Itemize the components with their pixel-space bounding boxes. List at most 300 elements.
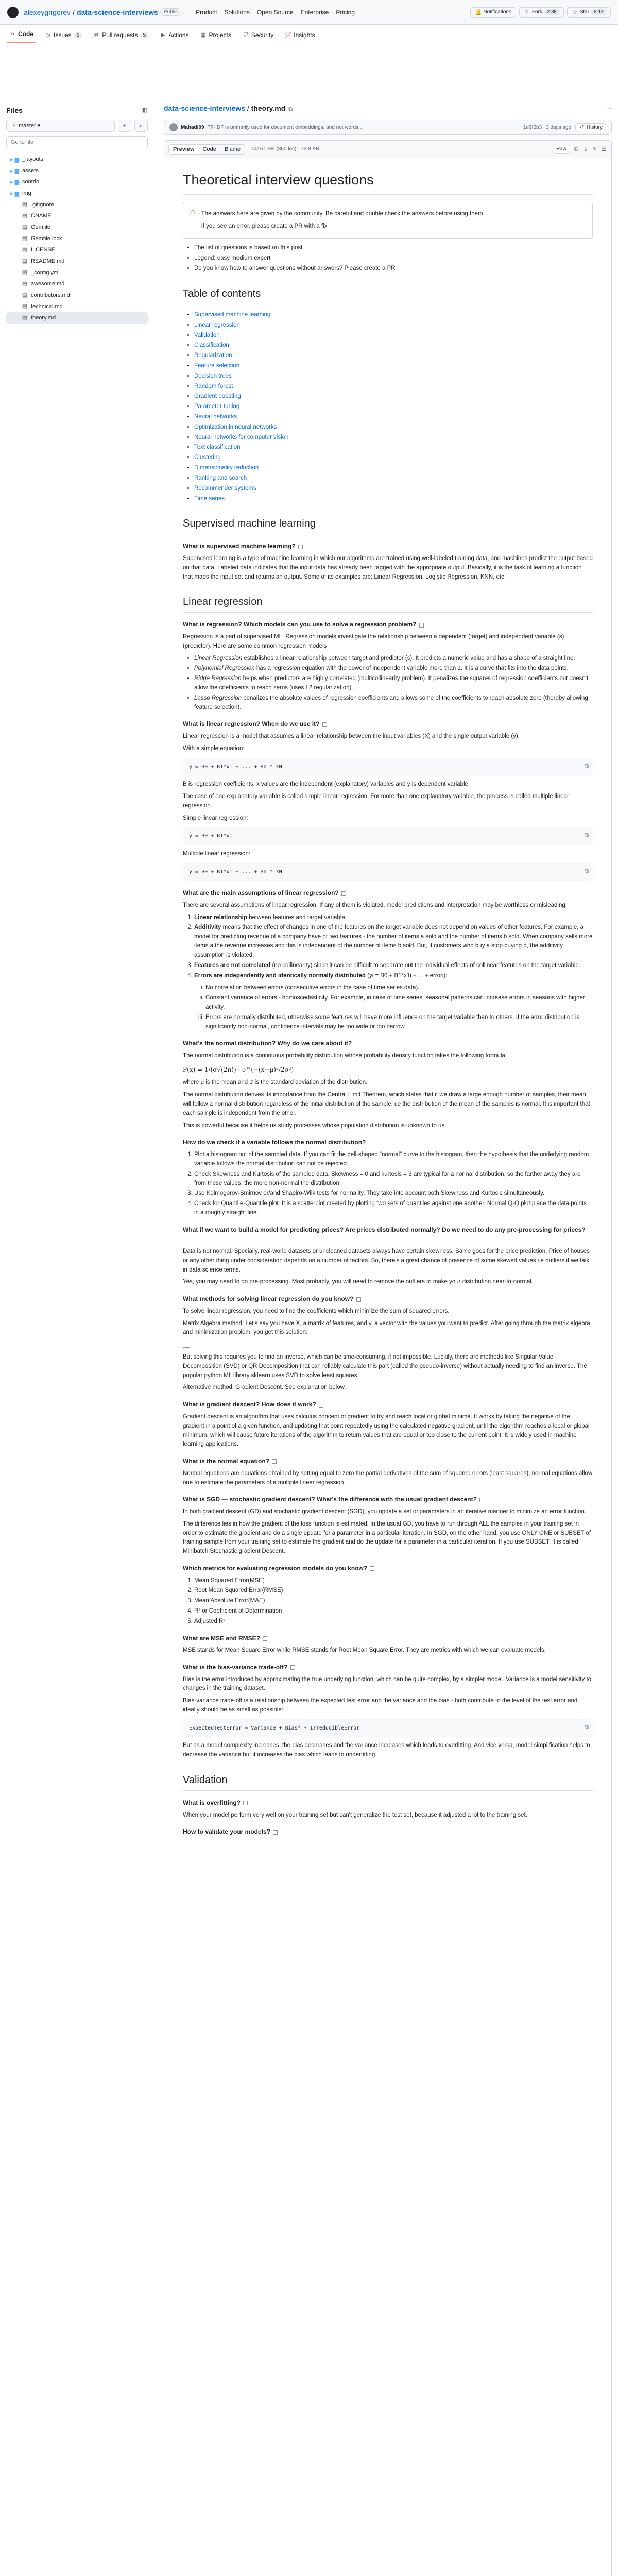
list-item: 3. Mean Absolute Error(MAE) (194, 1597, 593, 1606)
code-block (183, 1719, 593, 1738)
toc-list (194, 311, 593, 503)
answer-text: Bias-variance trade-off is a relationship between the expected test error and the variance and the bias - both contribute to the level of the test error and ideally should be as small as possible: (183, 1698, 578, 1714)
file-icon: ▤ (22, 258, 28, 264)
commit-hash[interactable]: 1e9f6b3 (523, 124, 542, 130)
list-item (194, 654, 593, 664)
fork-icon: ⑂ (525, 9, 529, 15)
nav-solutions[interactable]: Solutions (224, 8, 250, 16)
viewer-actions (553, 145, 607, 154)
level-icon (298, 545, 303, 549)
assumption-name: Errors are independently and identically normally distributed (194, 972, 366, 979)
question-heading (183, 541, 593, 551)
level-icon (243, 1801, 248, 1805)
list-item: 5. Adjusted R² (194, 1617, 593, 1626)
tab-label: Code (18, 30, 33, 38)
plus-icon: + (123, 122, 127, 129)
list-item (194, 961, 593, 971)
history-button[interactable] (575, 123, 606, 131)
answer-text: Alternative method: Gradient Descent. See explanation below. (183, 1384, 346, 1391)
question-text: Which metrics for evaluating regression models do you know? (183, 1565, 368, 1572)
file-icon: ▤ (22, 201, 28, 208)
star-button[interactable] (567, 7, 611, 18)
tree-item-technical[interactable] (6, 301, 148, 312)
toc-link[interactable]: Optimization in neural networks (194, 423, 277, 430)
answer-text: MSE stands for Mean Square Error while RMSE stands for Root Mean Square Error. They are metrics with which we can evaluate models. (183, 1647, 546, 1654)
fork-button[interactable] (519, 7, 564, 18)
answer-text: When your model perform very well on your training set but can't generalize the test set, because it adjusted a lot to the training set. (183, 1811, 527, 1818)
search-icon: ⌕ (139, 122, 143, 129)
toc-link[interactable]: Linear regression (194, 321, 240, 328)
question-text: What is linear regression? When do we use it? (183, 720, 320, 728)
tab-label: Insights (294, 31, 315, 39)
question-text: How do we check if a variable follows the normal distribution? (183, 1139, 366, 1146)
branch-row (6, 120, 148, 132)
branch-icon: ⑂ (12, 123, 16, 129)
answer-text: Gradient descent is an algorithm that uses calculus concept of gradient to try and reach local or global minima. It works by taking the negative of the gradient in a point of a given function, and updating that point repeatedly using the calculated negative gradient, until the algorithm reaches a local or global minimum, which will cause future iterations of the algorithm to return values that are equal or too close to the current point. It is widely used in machine learning applications. (183, 1413, 590, 1448)
level-icon (479, 1498, 484, 1502)
question-text: What is overfitting? (183, 1799, 241, 1807)
file-icon: ▤ (22, 315, 28, 321)
answer-text: where μ is the mean and σ is the standard deviation of the distribution. (183, 1079, 368, 1086)
tree-item-layouts[interactable] (6, 154, 148, 165)
list-item: ii. Constant variance of errors - homoscedasticity. For example, in case of time series, seasonal patterns can increase errors in seasons with higher activity. (205, 994, 593, 1012)
note-line: If you see an error, please create a PR with a fix (201, 223, 328, 229)
fork-count: 2.3k (544, 9, 559, 15)
warning-icon: ⚠ (190, 207, 196, 216)
top-nav (196, 9, 355, 16)
tab-security[interactable] (241, 27, 276, 43)
issue-icon: ◎ (45, 32, 50, 38)
add-file-button[interactable] (118, 120, 131, 132)
file-icon: ▤ (22, 247, 28, 253)
answer-text: The normal distribution is a continuous probability distribution whose probability density function takes the following formula: (183, 1053, 507, 1059)
question-heading (183, 1798, 593, 1808)
top-header (0, 0, 618, 25)
avatar[interactable] (169, 123, 178, 131)
breadcrumb (164, 104, 294, 112)
copy-icon[interactable]: ⧉ (585, 1723, 589, 1731)
question-text: What are the main assumptions of linear regression? (183, 889, 339, 897)
model-name: Polynomial Regression (194, 665, 255, 672)
warning-note (183, 202, 593, 239)
tree-item-label: _config.yml (31, 269, 60, 276)
tab-pull-requests[interactable] (91, 27, 150, 43)
answer-text: Supervised learning is a type of machine learning in which our algorithms are trained using well-labeled training data, and machines predict the output based on that data. Labeled data indicates that the input data has already been tagged with the appropriate output. Basically, it is the task of learning a function that maps the input set and returns an output. Some of its examples are: Linear Regression, Logistic Regression, KNN, etc. (183, 555, 593, 580)
sub-assumptions-list (205, 984, 593, 1031)
tab-count: 5 (141, 32, 149, 38)
question-heading (183, 1634, 593, 1643)
file-icon: ▤ (22, 292, 28, 298)
repo-owner-link[interactable]: alexeygrigorev (24, 8, 71, 16)
list-item: 2. Check Skewness and Kurtosis of the sampled data. Skewness = 0 and kurtosis = 3 are typical for a normal distribution, so the farther away they are from these values, the more non-normal the distribution. (194, 1170, 593, 1189)
tree-item-label: theory.md (31, 315, 56, 321)
tree-item-label: contributors.md (31, 292, 70, 298)
answer-text: Regression is a part of supervised ML. Regression models investigate the relationship between a dependent (target) and independent variable (s) (predictor). Here are some common regression models (183, 633, 564, 649)
list-item (194, 972, 593, 1032)
viewer-toolbar (164, 141, 611, 158)
question-text: What are MSE and RMSE? (183, 1634, 261, 1642)
repo-title (24, 8, 181, 16)
tree-item-gemfile[interactable] (6, 222, 148, 233)
level-icon (322, 722, 327, 727)
toc-link[interactable]: Feature selection (194, 362, 240, 369)
toc-link[interactable]: Neural networks for computer vision (194, 434, 289, 440)
list-item: 1. Mean Squared Error(MSE) (194, 1577, 593, 1586)
list-item (194, 913, 593, 923)
toc-link[interactable]: Decision trees (194, 372, 232, 379)
latest-commit (164, 120, 612, 135)
model-name: Ridge Regression (194, 675, 242, 682)
toc-heading: Table of contents (183, 286, 593, 304)
level-icon (419, 623, 424, 628)
nav-pricing[interactable]: Pricing (336, 8, 355, 16)
level-icon (290, 1665, 295, 1670)
file-icon: ▤ (22, 269, 28, 276)
toc-link[interactable]: Neural networks (194, 414, 237, 420)
repo-actions (470, 7, 611, 18)
code-text: y = B0 + B1*x1 (189, 833, 233, 839)
toc-link[interactable]: Clustering (194, 454, 221, 461)
level-icon (356, 1297, 361, 1302)
list-item: 3. Use Kolmogorov-Smirnov or/and Shapiro-Wilk tests for normality. They take into account both Skewness and Kurtosis simultaneously. (194, 1189, 593, 1198)
toc-link[interactable]: Dimensionality reduction (194, 465, 259, 471)
list-item (194, 674, 593, 693)
question-heading (183, 1294, 593, 1304)
toc-link[interactable]: Validation (194, 332, 220, 338)
question-text: What if we want to build a model for predicting prices? Are prices distributed normally? Do we need to do any pre-processing for prices? (183, 1226, 586, 1233)
star-icon: ☆ (572, 9, 577, 15)
tree-item-label: README.md (31, 258, 65, 264)
toc-link[interactable]: Supervised machine learning (194, 311, 271, 318)
file-tree-sidebar (0, 100, 154, 2576)
level-icon (184, 1238, 188, 1242)
model-desc: establishes a linear relationship between target and predictor (s). It predicts a numeric value and has a shape of a straight line. (242, 655, 575, 662)
question-text: What is supervised machine learning? (183, 543, 296, 550)
model-desc: helps when predictors are highly correlated (multicollinearity problem). It penalizes the squares of regression coefficients but doesn't allow the coefficients to reach zeros (uses L2 regularization). (194, 675, 589, 691)
list-item (194, 664, 593, 673)
list-item: 4. R² or Coefficient of Determination (194, 1607, 593, 1616)
tree-item-contributors[interactable] (6, 290, 148, 301)
tree-item-label: Gemfile.lock (31, 235, 62, 242)
note-line: The answers here are given by the community. Be careful and double check the answers before using them. (201, 210, 485, 217)
tree-item-gitignore[interactable] (6, 199, 148, 210)
answer-text: To solve linear regression, you need to find the coefficients which minimize the sum of squared errors. (183, 1308, 450, 1314)
question-heading (183, 719, 593, 729)
answer-text: In both gradient descent (GD) and stochastic gradient descent (SGD), you update a set of parameters in an iterative manner to minimize an error function. (183, 1508, 587, 1515)
tab-label: Pull requests (102, 31, 138, 39)
assumption-name: Additivity (194, 924, 221, 931)
edit-icon[interactable]: ✎ (592, 146, 597, 152)
tree-item-label: Gemfile (31, 224, 50, 230)
repo-separator: / (73, 8, 75, 16)
answer-text: Bias is the error introduced by approximating the true underlying function, which can be quite complex, by a simpler model. Variance is a model sensitivity to changes in the training dataset. (183, 1676, 592, 1692)
branch-name: master (19, 123, 36, 129)
model-desc: penalizes the absolute values of regression coefficients and allows some of the coefficients to reach absolute zero (thereby allowing feature selection). (194, 694, 588, 710)
level-icon (341, 891, 346, 896)
fork-label: Fork (531, 9, 542, 15)
tree-item-label: LICENSE (31, 247, 56, 253)
models-list (194, 654, 593, 713)
question-text: What's the normal distribution? Why do we care about it? (183, 1040, 352, 1047)
answer-text: With a simple equation: (183, 745, 245, 752)
level-icon (263, 1636, 267, 1641)
list-item: 4. Check for Quantile-Quantile plot. It is a scatterplot created by plotting two sets of quantiles against one another. Normal Q-Q plot place the data points in a roughly straight line. (194, 1199, 593, 1218)
download-icon[interactable]: ⤓ (584, 146, 587, 152)
commit-author[interactable]: Mahadi09 (181, 124, 204, 130)
folder-icon: ▸ ▆ (10, 167, 20, 174)
tab-code[interactable] (7, 26, 36, 43)
raw-button[interactable]: Raw (553, 145, 570, 154)
assumption-desc: (yi = B0 + B1*x1i + ... + errori): (365, 972, 448, 979)
main-content (164, 100, 612, 2576)
file-icon: ▤ (22, 224, 28, 230)
checks-list (194, 1150, 593, 1218)
assumption-desc: (no collinearity) since it can be difficult to separate out the individual effects of collinear features on the target variable. (270, 962, 581, 969)
history-label: History (586, 125, 603, 130)
sidebar-header (6, 106, 148, 114)
tree-item-img[interactable] (6, 188, 148, 199)
tree-item-gemfile-lock[interactable] (6, 233, 148, 244)
notifications-label: Notifications (483, 9, 511, 15)
history-icon: ↺ (579, 124, 585, 130)
folder-icon: ▸ ▆ (10, 190, 20, 197)
repo-name-link[interactable]: data-science-interviews (76, 8, 158, 16)
preview-tab[interactable]: Preview (169, 145, 199, 154)
view-mode-toggle (168, 144, 245, 155)
file-icon: ▤ (22, 281, 28, 287)
assumption-name: Linear relationship (194, 914, 247, 921)
question-text: What is the bias-variance trade-off? (183, 1664, 288, 1671)
tab-insights[interactable] (283, 27, 317, 43)
answer-text: Normal equations are equations obtained by setting equal to zero the partial derivatives of the sum of squared errors (least squares); normal equations allow one to estimate the parameters of a multiple linear regression. (183, 1470, 593, 1486)
tab-label: Security (251, 31, 274, 39)
question-heading (183, 1564, 593, 1573)
tab-actions[interactable] (158, 27, 191, 43)
markdown-body (164, 158, 611, 1851)
tree-item-label: awesome.md (31, 281, 65, 287)
answer-text: This is powerful because it helps us study processes whose population distribution is unknown to us. (183, 1122, 447, 1129)
question-heading (183, 1456, 593, 1466)
answer-text: Simple linear regression: (183, 815, 248, 821)
play-icon: ▶ (160, 32, 165, 38)
tab-count: 6 (74, 32, 82, 38)
question-heading (183, 1138, 593, 1147)
assumptions-list (194, 913, 593, 1032)
level-icon (369, 1141, 373, 1145)
toc-link[interactable]: Classification (194, 342, 229, 349)
answer-text: Matrix Algebra method: Let's say you have X, a matrix of features, and y, a vector with the values you want to predict. After going through the matrix algebra and minimization problem, you get this solution: (183, 1320, 590, 1336)
level-icon (319, 1403, 323, 1408)
collapse-sidebar-icon[interactable]: ◧ (142, 107, 148, 113)
repo-tabs (0, 25, 618, 43)
code-block (183, 758, 593, 776)
star-label: Star (579, 9, 590, 15)
shield-icon: ⛉ (243, 32, 248, 38)
tree-item-label: technical.md (31, 303, 63, 310)
normal-pdf-formula: P(x) = 1/(σ√(2π)) · e^(−(x−μ)²/2σ²) (183, 1065, 294, 1073)
tree-item-label: _layouts (22, 156, 44, 162)
answer-text: Data is not normal. Specially, real-world datasets or uncleaned datasets always have certain skewness. Same goes for the price prediction. Price of houses or any other thing under consideration depends on a number of factors. So, there's a great chance of presence of some skewed values i.e outliers if we talk in data science terms. (183, 1248, 590, 1273)
code-text: ExpectedTestError = Variance + Bias² + IrreducibleError (189, 1725, 360, 1731)
copy-icon[interactable]: ⧉ (585, 762, 589, 769)
go-to-file-input[interactable] (6, 136, 148, 148)
notifications-button[interactable] (470, 7, 516, 18)
question-text: What is SGD — stochastic gradient descent? What's the difference with the usual gradient descent? (183, 1496, 477, 1503)
code-text: y = B0 + B1*x1 + ... + Bn * xN (189, 869, 282, 875)
question-heading (183, 1495, 593, 1504)
section-heading: Supervised machine learning (183, 516, 593, 534)
tree-item-license[interactable] (6, 244, 148, 256)
github-logo-icon[interactable] (7, 7, 19, 18)
code-text: y = B0 + B1*x1 + ... + Bn * xN (189, 764, 282, 770)
toc-link[interactable]: Regularization (194, 352, 232, 359)
toc-link[interactable]: Recommender systems (194, 485, 256, 492)
level-icon (273, 1830, 278, 1835)
question-heading (183, 1400, 593, 1410)
tree-item-label: contrib (22, 179, 40, 185)
level-icon (355, 1042, 359, 1046)
question-text: What is regression? Which models can you use to solve a regression problem? (183, 621, 417, 629)
model-name: Linear Regression (194, 655, 243, 662)
commit-meta (523, 123, 606, 131)
section-heading: Validation (183, 1772, 593, 1791)
branch-selector[interactable]: ⑂ master ▾ (6, 120, 115, 132)
copy-path-icon[interactable]: ⧉ (288, 106, 293, 112)
file-meta: 1416 lines (860 loc) · 73.8 KB (251, 146, 319, 152)
file-viewer (164, 140, 612, 2576)
breadcrumb-file: theory.md (251, 104, 286, 112)
answer-text: There are several assumptions of linear regression. If any of them is violated, model predictions and interpretation may be worthless or misleading. (183, 902, 567, 908)
assumption-desc: means that the effect of changes in one of the features on the target variable does not depend on values of other features. For example, a model for predicting revenue of a company have of two features - the number of items a sold and the number of items b sold. When company sells more items a the revenue increases and this is independent of the number of items b sold. But, if customers who buy a stop buying b, the additivity assumption is violated. (194, 924, 593, 958)
level-icon (370, 1566, 374, 1571)
tab-label: Actions (168, 31, 189, 39)
table-icon: ▦ (200, 32, 206, 38)
list-item: 1. Plot a histogram out of the sampled data. If you can fit the bell-shaped "normal" curve to the histogram, then the hypothesis that the underlying random variable follows the normal distribution can not be rejected. (194, 1150, 593, 1169)
nav-open-source[interactable]: Open Source (256, 8, 294, 16)
answer-text: The case of one explanatory variable is called simple linear regression. For more than one explanatory variable, the process is called multiple linear regression. (183, 793, 569, 809)
folder-icon: ▸ ▆ (10, 156, 20, 163)
question-text: What is gradient descent? How does it work? (183, 1401, 316, 1409)
toc-link[interactable]: Parameter tuning (194, 403, 240, 410)
answer-text: The difference lies in how the gradient of the loss function is estimated. In the usual GD, you have to run through ALL the samples in your training set in order to estimate the gradient and do a single update for a parameter in a particular iteration. In SGD, on the other hand, you use ONLY ONE or SUBSET of training sample from your training set to estimate the gradient and do the update for a parameter in a particular iteration. If you use SUBSET, it is called Minibatch Stochastic gradient Descent. (183, 1520, 591, 1555)
list-icon[interactable]: ☰ (602, 146, 607, 152)
breadcrumb-repo-link[interactable]: data-science-interviews (164, 104, 245, 112)
answer-text: Multiple linear regression: (183, 850, 251, 857)
commit-message[interactable]: TF-IDF is primarily used for document embeddings, and not words... (207, 124, 363, 130)
broken-image-icon (183, 1342, 190, 1348)
more-options-icon[interactable]: ⋯ (606, 105, 612, 111)
tree-item-assets[interactable] (6, 165, 148, 176)
page-title: Theoretical interview questions (183, 170, 593, 195)
list-item: iii. Errors are normally distributed, otherwise some features will have more influence on the target variable than to others. If the error distribution is significantly non-normal, confidence intervals may be too wide or too narrow. (205, 1013, 593, 1032)
answer-text: Linear regression is a model that assumes a linear relationship between the input variables (X) and the single output variable (y). (183, 733, 520, 740)
model-desc: has a regression equation with the power of independent variable more than 1. It is a curve that fits into the data points. (254, 665, 569, 672)
model-name: Lasso Regression (194, 694, 242, 701)
file-icon: ▤ (22, 303, 28, 310)
list-item (194, 923, 593, 960)
nav-product[interactable]: Product (196, 8, 217, 16)
tree-item-theory[interactable] (6, 312, 148, 324)
blame-tab[interactable]: Blame (220, 145, 245, 154)
level-icon (272, 1459, 277, 1464)
tree-item-readme[interactable] (6, 256, 148, 267)
tree-item-awesome[interactable] (6, 278, 148, 290)
tree-item-label: .gitignore (31, 201, 55, 208)
tree-item-config[interactable] (6, 267, 148, 278)
question-text: How to validate your models? (183, 1828, 271, 1836)
question-heading (183, 888, 593, 898)
star-count: 8.1k (591, 9, 606, 15)
tree-item-label: CNAME (31, 213, 52, 219)
tree-item-cname[interactable] (6, 210, 148, 222)
question-heading (183, 1039, 593, 1048)
list-item: • Do you know how to answer questions without answers? Please create a PR (194, 264, 593, 274)
sidebar-title: Files (6, 106, 23, 114)
list-item: 2. Root Mean Squared Error(RMSE) (194, 1586, 593, 1596)
answer-text: But solving this requires you to find an inverse, which can be time-consuming, if not impossible. Luckily, there are methods like Singular Value Decomposition (SVD) or QR Decomposition that can reliably calculate this part (called the pseudo-inverse) without actually needing to find an inverse. The popular python ML library sklearn uses SVD to solve least squares. (183, 1354, 587, 1379)
code-icon: ‹› (10, 31, 14, 37)
question-heading (183, 1663, 593, 1672)
tab-projects[interactable] (198, 27, 233, 43)
code-block (183, 863, 593, 882)
answer-text: But as a model complexity increases, the bias decreases and the variance increases which leads to overfitting. And vice versa, model simplification helps to decrease the variance but it increases the bias which leads to underfitting. (183, 1742, 590, 1758)
toc-link[interactable]: Random forest (194, 383, 233, 389)
toc-link[interactable]: Gradient boosting (194, 393, 241, 400)
assumption-name: Features are not correlated (194, 962, 271, 969)
section-heading: Linear regression (183, 594, 593, 613)
intro-list (194, 244, 593, 273)
nav-enterprise[interactable]: Enterprise (300, 8, 329, 16)
assumption-desc: between features and target variable. (247, 914, 347, 921)
tree-item-contrib[interactable] (6, 176, 148, 188)
question-heading (183, 620, 593, 630)
visibility-badge: Public (160, 8, 181, 16)
file-icon: ▤ (22, 213, 28, 219)
list-item: i. No correlation between errors (consecutive errors in the case of time series data). (205, 984, 593, 993)
copy-icon[interactable]: ⧉ (585, 832, 589, 839)
answer-text: Yes, you may need to do pre-processing. Most probably, you will need to remove the outliers to make your distribution near-to-normal. (183, 1279, 534, 1285)
toc-link[interactable]: Ranking and search (194, 474, 247, 481)
toc-link[interactable]: Time series (194, 495, 225, 502)
bell-icon: 🔔 (475, 9, 483, 15)
answer-text: B is regression coefficients, x values are the independent (explanatory) variables and y is dependent variable. (183, 781, 470, 788)
copy-icon[interactable]: ⧉ (574, 146, 578, 152)
search-button[interactable] (134, 120, 148, 132)
copy-icon[interactable]: ⧉ (585, 867, 589, 874)
commit-time: 3 days ago (546, 124, 572, 130)
question-text: What methods for solving linear regression do you know? (183, 1295, 354, 1303)
breadcrumb-separator: / (247, 104, 249, 112)
list-item: • Legend: easy medium expert (194, 254, 593, 263)
toc-link[interactable]: Text classification (194, 444, 241, 451)
folder-icon: ▸ ▆ (10, 179, 20, 185)
file-tree (6, 154, 148, 324)
question-text: What is the normal equation? (183, 1458, 270, 1465)
graph-icon: 📈 (285, 32, 292, 38)
file-icon: ▤ (22, 235, 28, 242)
code-tab[interactable]: Code (199, 145, 220, 154)
list-item[interactable]: • The list of questions is based on this post (194, 244, 593, 253)
tab-label: Projects (209, 31, 231, 39)
code-block (183, 827, 593, 845)
list-item (194, 694, 593, 713)
tree-item-label: assets (22, 167, 39, 174)
tab-issues[interactable] (43, 27, 84, 43)
question-heading (183, 1225, 593, 1244)
tree-item-label: img (22, 190, 31, 196)
question-heading (183, 1827, 593, 1837)
breadcrumb-row (164, 100, 612, 116)
